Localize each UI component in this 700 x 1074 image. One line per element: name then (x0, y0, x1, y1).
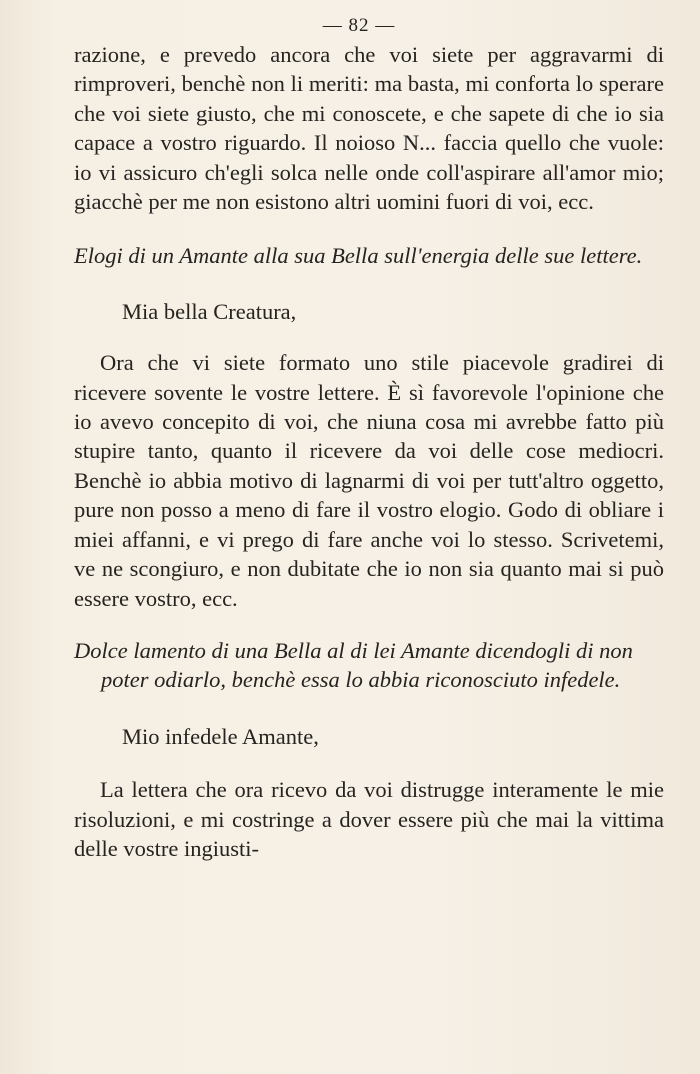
salutation-2: Mio infedele Amante, (122, 723, 319, 749)
spacer (74, 695, 664, 722)
letter-body-1: Ora che vi siete formato uno stile piacevole gradirei di ricevere sovente le vostre lettere. È sì favorevole l'opinione che io avevo concepito di voi, che niuna cosa mi avrebbe fatto più stupire tanto, quanto il ricevere da voi delle cose mediocri. Benchè io abbia motivo di lagnarmi di voi per tutt'altro oggetto, pure non posso a meno di fare il vostro elogio. Godo di obliare i miei affanni, e vi prego di fare anche voi lo stesso. Scrivetemi, ve ne scongiuro, e non dubitate che io non sia quanto mai si può essere vostro, ecc. (74, 350, 664, 611)
spacer (74, 271, 664, 297)
letter-heading-1: Elogi di un Amante alla sua Bella sull'energia delle sue lettere. (74, 243, 643, 269)
spacer (74, 751, 664, 775)
continuation-paragraph: razione, e prevedo ancora che voi siete per aggravarmi di rimproveri, benchè non li meriti: ma basta, mi conforta lo sperare che voi siete giusto, che mi conoscete, e che sapete di che io sia capace a vostro riguardo. Il noioso N... faccia quello che vuole: io vi assicuro ch'egli solca nelle onde coll'aspirare all'amor mio; giacchè per me non esistono altri uomini fuori di voi, ecc. (74, 42, 664, 215)
letter-heading-2: Dolce lamento di una Bella al di lei Amante dicendogli di non poter odiarlo, benchè essa lo abbia riconosciuto infedele. (74, 637, 633, 693)
spacer (74, 216, 664, 241)
spacer (74, 613, 664, 636)
letter-body-2: La lettera che ora ricevo da voi distrugge interamente le mie risoluzioni, e mi costringe a dover essere più che mai la vittima delle vostre ingiusti- (74, 777, 664, 861)
page-number: — 82 — (322, 15, 396, 36)
salutation-1: Mia bella Creatura, (122, 298, 297, 324)
spacer (74, 326, 664, 348)
